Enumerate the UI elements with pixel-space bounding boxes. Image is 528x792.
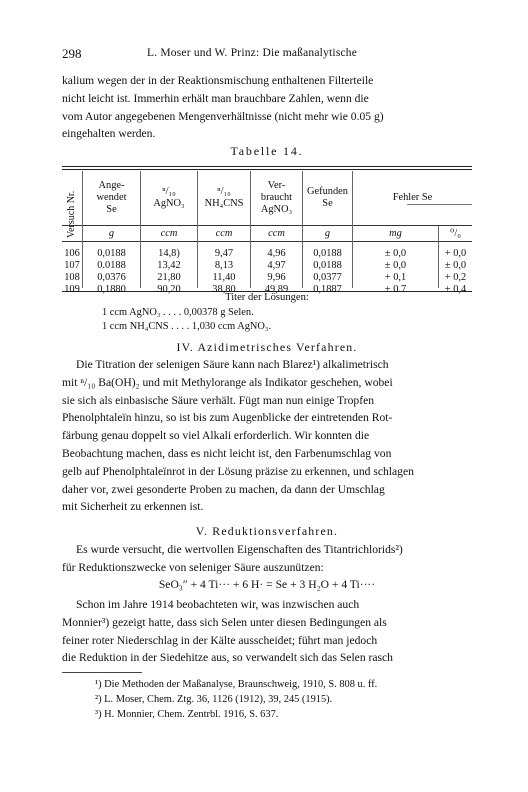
table-cell: 0,0188: [97, 248, 126, 259]
table-cell: 0,0376: [97, 272, 126, 283]
table-cell: 11,40: [212, 272, 236, 283]
unit-cell: g: [108, 228, 115, 239]
header-text: Ange-: [98, 180, 125, 191]
text-line: Die Titration der selenigen Säure kann nach Blarez¹) alkalimetrisch: [76, 358, 389, 371]
text-line: färbung genau doppelt so viel Alkali erforderlich. Wir konnten die: [62, 429, 370, 443]
header-text: ⁿ/₁₀: [217, 186, 231, 197]
table-cell: + 0,4: [444, 284, 467, 295]
table-cell: 0,0377: [313, 272, 342, 283]
text-line: für Reduktionszwecke von seleniger Säure auszunützen:: [62, 560, 324, 574]
table-cell: ± 0,0: [444, 260, 467, 271]
footnote-2: ²) L. Moser, Chem. Ztg. 36, 1126 (1912), 39, 245 (1915).: [95, 694, 333, 705]
text-line: Es wurde versucht, die wertvollen Eigenschaften des Titantrichlorids²): [76, 543, 403, 556]
text-line: mit Sicherheit zu erkennen ist.: [62, 500, 204, 514]
table-cell: 9,96: [267, 272, 286, 283]
table-cell: 13,42: [157, 260, 181, 271]
paragraph-intro: [62, 72, 472, 143]
text-line: mit ⁿ/₁₀ Ba(OH)₂ und mit Methylorange als Indikator geschehen, wobei: [62, 375, 393, 389]
titer-line: 1 ccm NH₄CNS . . . . 1,030 ccm AgNO₃.: [102, 321, 272, 332]
table-units-rule: [62, 241, 472, 242]
header-text: AgNO₃: [153, 198, 185, 209]
text-line: Monnier³) gezeigt hatte, dass sich Selen unter diesen Bedingungen als: [62, 615, 387, 629]
section-iv-body: [62, 356, 472, 516]
table-cell: 9,47: [214, 248, 234, 259]
unit-cell: ccm: [215, 228, 233, 239]
table-cell: 0,0188: [313, 260, 342, 271]
running-title: L. Moser und W. Prinz: Die maßanalytische: [147, 47, 358, 59]
table-cell: + 0,0: [444, 248, 467, 259]
row-number-cell: 108: [64, 272, 80, 283]
text-line: Beobachtung machen, dass es nicht leicht ist, den Farbenumschlag von: [62, 446, 392, 460]
table-cell: 14,8): [158, 248, 180, 259]
row-number-cell: 109: [64, 284, 80, 295]
text-line: die Reduktion in der Siedehitze aus, so verwandelt sich das Selen rasch: [62, 651, 393, 665]
titer-line: 1 ccm AgNO₃ . . . . 0,00378 g Selen.: [102, 307, 254, 318]
table-cell: 0,1887: [313, 284, 342, 295]
text-line: kalium wegen der in der Reaktionsmischung enthaltenen Filterteile: [62, 74, 374, 87]
header-agno3: [141, 186, 197, 210]
text-line: feiner roter Niederschlag in der Kälte ausscheidet; führt man jedoch: [62, 633, 378, 647]
fehler-subrule: [407, 204, 472, 205]
table-double-rule: [62, 169, 472, 170]
header-versuch: Versuch Nr.: [66, 190, 77, 238]
table-cell: + 0,2: [444, 272, 467, 283]
footnote-1: ¹) Die Methoden der Maßanalyse, Braunschweig, 1910, S. 808 u. ff.: [95, 679, 378, 690]
table-cell: 8,13: [214, 260, 234, 271]
header-text: braucht: [260, 192, 293, 203]
table-caption: Tabelle 14.: [230, 144, 304, 158]
header-text: wendet: [96, 192, 127, 203]
header-nh4cns: [198, 186, 250, 210]
section-v-intro: [62, 541, 472, 577]
header-text: Ver-: [267, 180, 286, 191]
table-cell: 49,89: [264, 284, 289, 295]
header-gefunden: [303, 186, 352, 210]
table-cell: + 0.7: [384, 284, 407, 295]
col-divider: [82, 171, 83, 288]
table-cell: 38,80: [212, 284, 236, 295]
table-cell: ± 0,0: [384, 248, 407, 259]
header-text: Gefunden: [307, 186, 348, 197]
titer-heading: Titer der Lösungen:: [225, 292, 309, 303]
header-text: AgNO₃: [260, 204, 293, 215]
unit-cell: ⁰/₀: [450, 228, 461, 239]
section-v-body: [62, 596, 472, 667]
table-cell: 4,97: [267, 260, 286, 271]
table-cell: 21,80: [157, 272, 181, 283]
table-header-rule: [62, 225, 472, 226]
table-cell: 0.0188: [97, 260, 126, 271]
header-angewendet: [84, 180, 139, 216]
reaction-equation: SeO₃″ + 4 Ti··· + 6 H· = Se + 3 H₂O + 4 Ti····: [158, 578, 376, 591]
table-cell: 0,0188: [313, 248, 342, 259]
table-cell: 4,96: [267, 248, 286, 259]
text-line: vom Autor angegebenen Mengenverhältnisse (nicht mehr wie 0.05 g): [62, 109, 384, 123]
section-iv-title: IV. Azidimetrisches Verfahren.: [176, 340, 358, 354]
text-line: Phenolphtaleïn hinzu, so ist bis zum Augenblicke der eintretenden Rot-: [62, 411, 393, 425]
page-number: 298: [62, 46, 82, 61]
header-text: NH₄CNS: [204, 198, 244, 209]
footnote-rule: [62, 672, 142, 673]
unit-cell: g: [324, 228, 331, 239]
header-text: Se: [322, 198, 333, 209]
header-verbraucht: [251, 180, 302, 216]
table-cell: 0,1880: [97, 284, 126, 295]
footnote-3: ³) H. Monnier, Chem. Zentrbl. 1916, S. 637.: [95, 709, 279, 720]
text-line: eingehalten werden.: [62, 127, 156, 141]
text-line: sie sich als einbasische Säure verhält. Fügt man nun einige Tropfen: [62, 393, 375, 407]
unit-cell: ccm: [268, 228, 285, 239]
running-header: [62, 46, 482, 62]
text-line: Schon im Jahre 1914 beobachteten wir, was inzwischen auch: [76, 598, 360, 611]
table-cell: ± 0,0: [384, 260, 407, 271]
header-text: ⁿ/₁₀: [162, 186, 176, 197]
table-cell: + 0,1: [384, 272, 407, 283]
text-line: nicht leicht ist. Immerhin erhält man brauchbare Zahlen, wenn die: [62, 91, 369, 105]
row-number-cell: 106: [64, 248, 80, 259]
header-fehler: Fehler Se: [392, 192, 433, 203]
row-number-cell: 107: [64, 260, 80, 271]
unit-cell: ccm: [160, 228, 178, 239]
text-line: gelb auf Phenolphtaleïnrot in der Lösung präzise zu erkennen, und schlagen: [62, 464, 414, 478]
header-text: Se: [106, 204, 117, 215]
unit-cell: mg: [389, 228, 402, 239]
table-cell: 90,20: [157, 284, 181, 295]
text-line: daher vor, zwei gesonderte Proben zu machen, da dann der Umschlag: [62, 482, 385, 496]
section-v-title: V. Reduktionsverfahren.: [195, 524, 339, 538]
